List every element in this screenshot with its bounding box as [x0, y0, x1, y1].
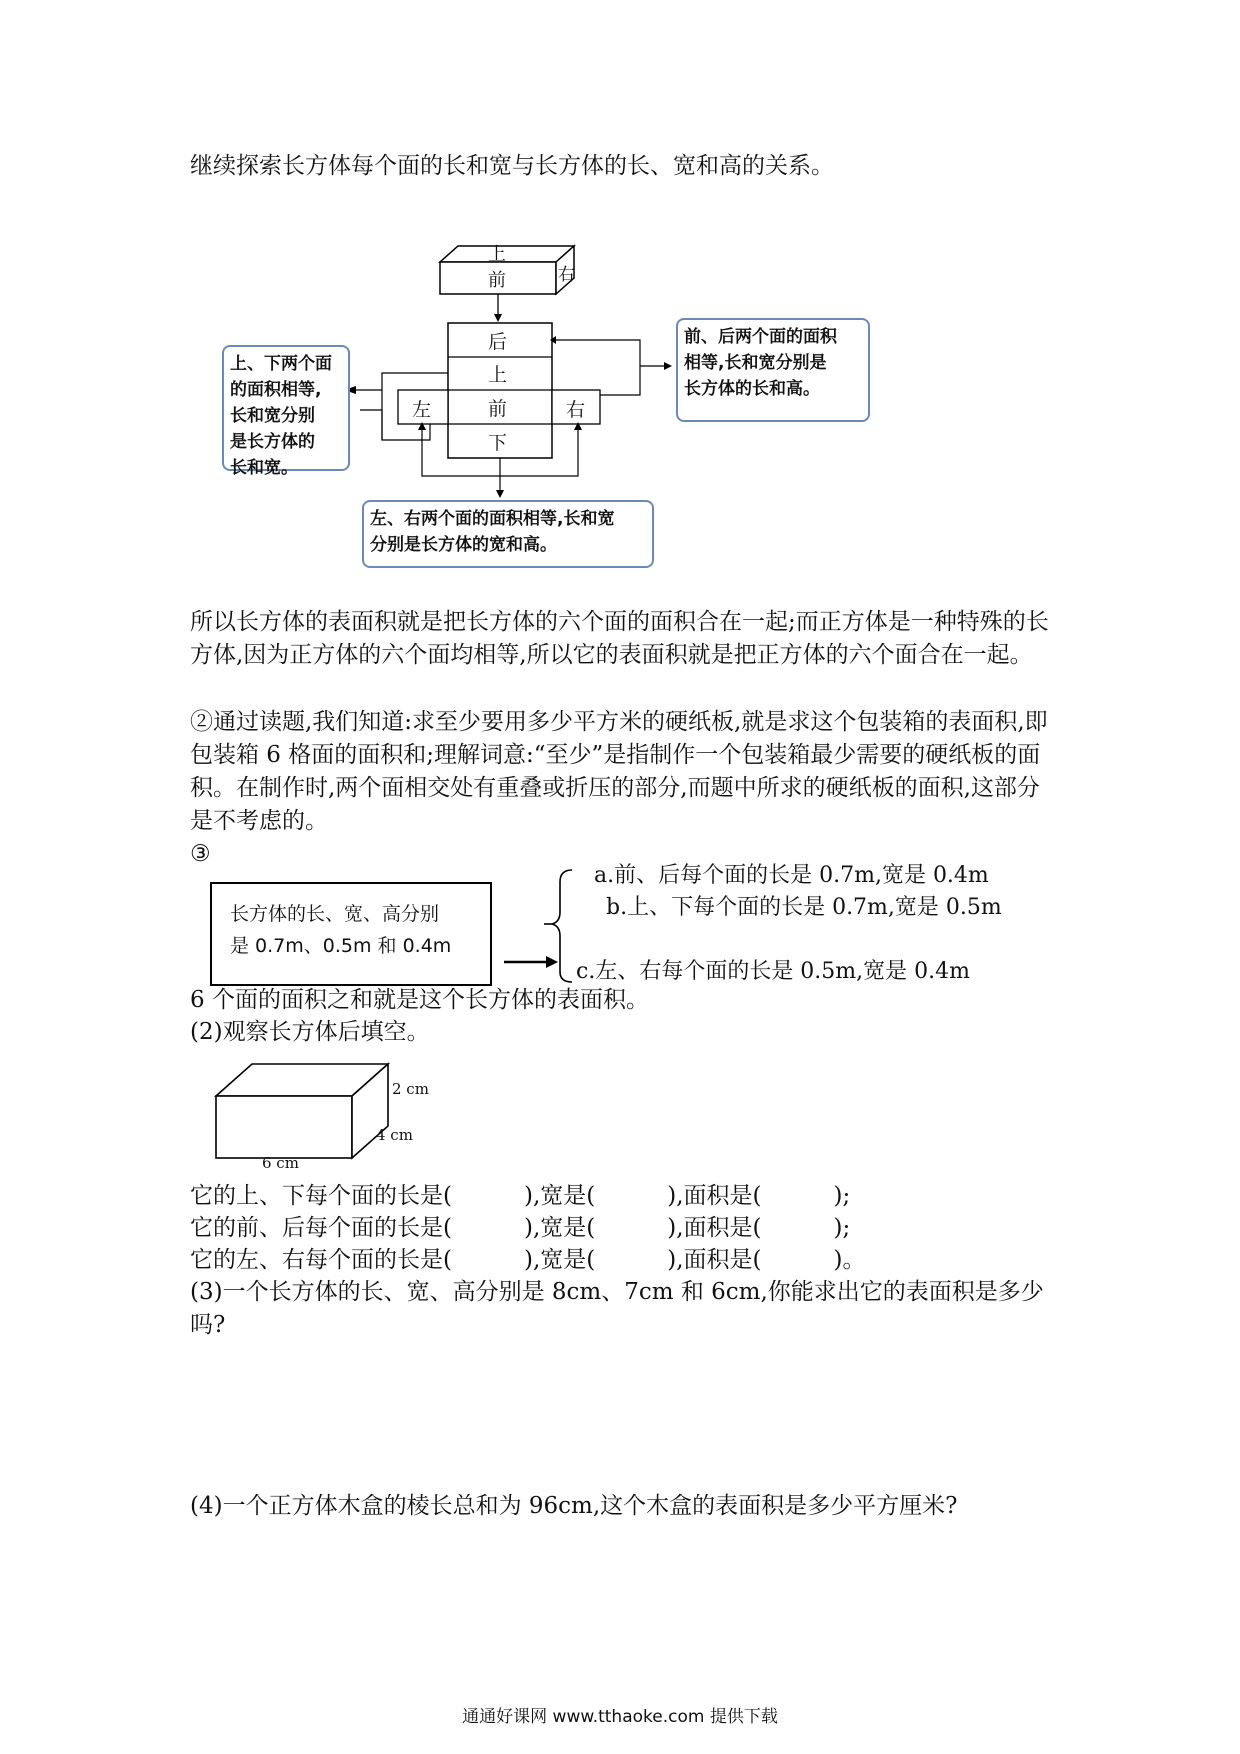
dimensions-box — [210, 882, 492, 986]
callout-left-line: 长和宽。 — [230, 458, 298, 478]
circle-three: ③ — [190, 841, 211, 867]
dimensions-line1: 长方体的长、宽、高分别 — [230, 903, 440, 925]
dimensions-line2: 是 0.7m、0.5m 和 0.4m — [230, 935, 452, 957]
fill-prefix: 它的前、后每个面的长是( — [190, 1215, 452, 1241]
q2-title: (2)观察长方体后填空。 — [190, 1019, 430, 1045]
cuboid-height-label: 2 cm — [392, 1080, 429, 1098]
callout-bottom-line: 分别是长方体的宽和高。 — [370, 535, 557, 555]
question-3: (3)一个长方体的长、宽、高分别是 8cm、7cm 和 6cm,你能求出它的表面积是多少吗? — [190, 1279, 1044, 1338]
callout-top-bottom — [222, 345, 350, 478]
fill-in-rows — [190, 1180, 866, 1276]
callout-left-right — [362, 500, 654, 568]
fill-end: ); — [833, 1183, 851, 1209]
cuboid-length-label: 6 cm — [262, 1154, 299, 1172]
fill-mid: ),面积是( — [667, 1247, 762, 1273]
blank-length[interactable] — [452, 1180, 524, 1212]
brace-arrow — [500, 860, 580, 1000]
net-diagram — [0, 0, 1240, 600]
net-back-label: 后 — [488, 331, 508, 353]
net-front-label: 前 — [488, 398, 508, 420]
cube-front-label: 前 — [488, 270, 506, 291]
fill-mid: ),面积是( — [667, 1183, 762, 1209]
net-top-label: 上 — [488, 364, 508, 386]
sum-text: 6 个面的面积之和就是这个长方体的表面积。 — [190, 987, 649, 1013]
branch-b: b.上、下每个面的长是 0.7m,宽是 0.5m — [606, 895, 1002, 920]
callout-front-back — [676, 318, 870, 422]
cube-top-label: 上 — [488, 244, 506, 265]
blank-width[interactable] — [595, 1244, 667, 1276]
fill-mid: ),面积是( — [667, 1215, 762, 1241]
blank-length[interactable] — [452, 1212, 524, 1244]
callout-left-line: 的面积相等, — [230, 380, 322, 400]
net-left-label: 左 — [412, 399, 432, 421]
cube-right-label: 右 — [558, 265, 575, 285]
blank-area[interactable] — [762, 1180, 834, 1212]
fill-mid: ),宽是( — [523, 1215, 596, 1241]
callout-left-line: 长和宽分别 — [230, 406, 315, 426]
blank-area[interactable] — [762, 1244, 834, 1276]
branch-a: a.前、后每个面的长是 0.7m,宽是 0.4m — [594, 863, 989, 888]
blank-length[interactable] — [452, 1244, 524, 1276]
callout-right-line: 前、后两个面的面积 — [684, 327, 837, 347]
fill-end: ); — [833, 1215, 851, 1241]
callout-bottom-line: 左、右两个面的面积相等,长和宽 — [370, 509, 615, 529]
callout-left-line: 是长方体的 — [230, 432, 315, 452]
page-footer: 通通好课网 www.tthaoke.com 提供下载 — [462, 1707, 778, 1727]
fill-mid: ),宽是( — [523, 1247, 596, 1273]
intro-text: 继续探索长方体每个面的长和宽与长方体的长、宽和高的关系。 — [190, 153, 834, 179]
blank-width[interactable] — [595, 1212, 667, 1244]
callout-left-line: 上、下两个面 — [230, 354, 332, 374]
callout-right-line: 长方体的长和高。 — [684, 379, 820, 399]
blank-width[interactable] — [595, 1180, 667, 1212]
fill-row-front-back — [190, 1212, 866, 1244]
blank-area[interactable] — [762, 1212, 834, 1244]
fill-row-top-bottom — [190, 1180, 866, 1212]
fill-mid: ),宽是( — [523, 1183, 596, 1209]
paragraph-reading: ②通过读题,我们知道:求至少要用多少平方米的硬纸板,就是求这个包装箱的表面积,即包装箱 6 格面的面积和;理解词意:“至少”是指制作一个包装箱最少需要的硬纸板的面积。在制作时,两个面相交处有重叠或折压的部分,而题中所求的硬纸板的面积,这部分是不考虑的。 — [190, 709, 1048, 834]
fill-row-left-right — [190, 1244, 866, 1276]
cuboid-figure — [210, 1060, 450, 1172]
fill-prefix: 它的上、下每个面的长是( — [190, 1183, 452, 1209]
net-right-label: 右 — [566, 399, 586, 421]
callout-right-line: 相等,长和宽分别是 — [684, 353, 827, 373]
net-bottom-label: 下 — [488, 432, 508, 454]
fill-end: )。 — [833, 1247, 866, 1273]
question-4: (4)一个正方体木盒的棱长总和为 96cm,这个木盒的表面积是多少平方厘米? — [190, 1493, 958, 1519]
cuboid-width-label: 4 cm — [376, 1126, 413, 1144]
fill-prefix: 它的左、右每个面的长是( — [190, 1247, 452, 1273]
branch-c: c.左、右每个面的长是 0.5m,宽是 0.4m — [576, 959, 970, 984]
paragraph-surface-area: 所以长方体的表面积就是把长方体的六个面的面积合在一起;而正方体是一种特殊的长方体,因为正方体的六个面均相等,所以它的表面积就是把正方体的六个面合在一起。 — [190, 609, 1049, 668]
